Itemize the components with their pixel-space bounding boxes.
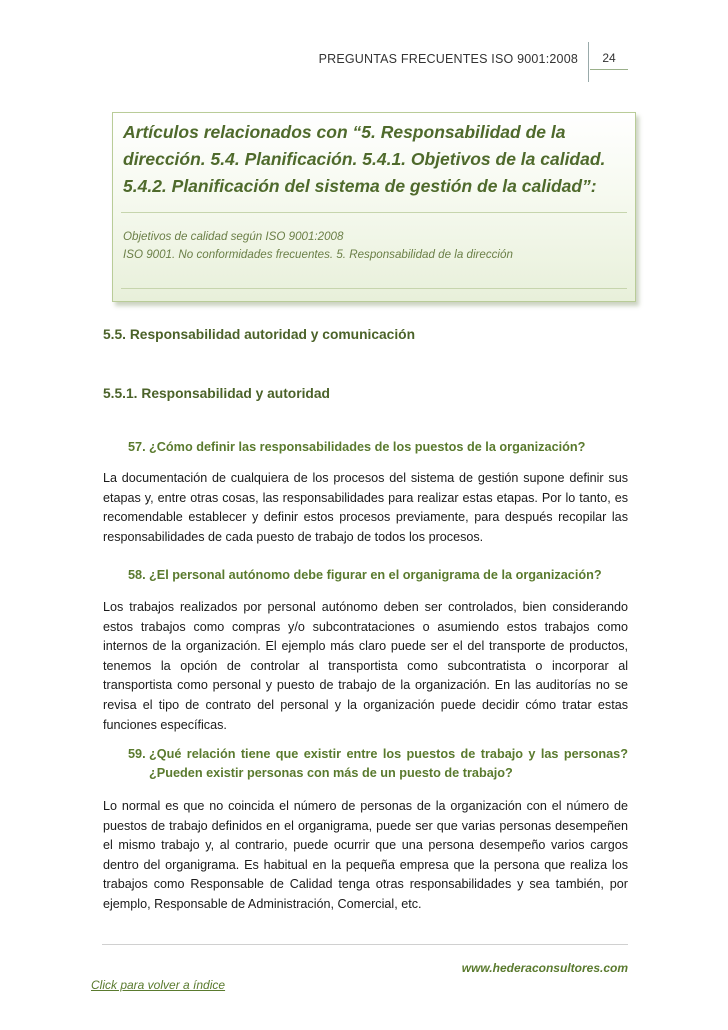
related-articles-title [123,119,628,200]
page-number-underline [590,69,628,70]
question-text: ¿El personal autónomo debe figurar en el organigrama de la organización? [149,568,602,582]
answer-57: La documentación de cualquiera de los procesos del sistema de gestión supone definir sus etapas y, entre otras cosas, las responsabilidades para realizar estas etapas. Por lo tanto, es recomendable establecer y definir estos procesos previamente, para después recopilar las responsabilidades de cada puesto de trabajo de todos los procesos. [103,471,628,544]
question-row [128,745,628,764]
answer-59: Lo normal es que no coincida el número de personas de la organización con el número de puestos de trabajo definidos en el organigrama, puede ser que varias personas desempeñen el mismo trabajo y, al contrario, puede ocurrir que una persona desempeño varios cargos dentro del organigrama. Es habitual en la pequeña empresa que la persona que realiza los trabajos como Responsable de Calidad tenga otras responsabilidades y sea también, por ejemplo, Responsable de Administración, Comercial, etc. [103,799,628,911]
question-number: 58. [128,568,146,582]
question-58 [128,566,628,585]
page-number: 24 [602,51,616,65]
question-59 [128,745,628,783]
related-article-link[interactable]: ISO 9001. No conformidades frecuentes. 5. Responsabilidad de la dirección [123,248,513,261]
footer-divider [102,944,628,945]
question-57 [128,438,628,457]
footer-website-link[interactable]: www.hederaconsultores.com [461,961,628,975]
running-header-title: PREGUNTAS FRECUENTES ISO 9001:2008 [318,52,578,66]
subsection-heading: 5.5.1. Responsabilidad y autoridad [103,386,330,401]
related-articles-box [112,112,636,302]
question-number: 57. [128,440,146,454]
related-articles-title-line: 5.4.2. Planificación del sistema de gestión de la calidad”: [123,176,597,196]
related-articles-title-line: dirección. 5.4. Planificación. 5.4.1. Objetivos de la calidad. [123,149,606,169]
box-divider [121,212,627,213]
question-text-continued: ¿Pueden existir personas con más de un puesto de trabajo? [149,766,513,780]
related-articles-title-line: Artículos relacionados con “5. Responsabilidad de la [123,122,566,142]
header-divider [588,42,589,82]
question-text: ¿Cómo definir las responsabilidades de los puestos de la organización? [149,440,586,454]
section-heading: 5.5. Responsabilidad autoridad y comunicación [103,327,416,342]
box-divider [121,288,627,289]
answer-58: Los trabajos realizados por personal autónomo deben ser controlados, bien considerando estos trabajos como compras y/o subcontrataciones o asumiendo estos trabajos como internos de la organización. El ejemplo más claro puede ser el del transporte de productos, tenemos la opción de controlar al transportista como subcontratista o incorporar al transportista como personal y puesto de trabajo de la organización. En las auditorías no se revisa el tipo de contrato del personal y la organización puede decidir cómo tratar estas funciones específicas. [103,600,628,732]
related-article-link[interactable]: Objetivos de calidad según ISO 9001:2008 [123,230,344,243]
question-number: 59. [128,747,146,761]
back-to-index-link[interactable]: Click para volver a índice [91,978,226,992]
question-text: ¿Qué relación tiene que existir entre los puestos de trabajo y las personas? [149,747,628,761]
